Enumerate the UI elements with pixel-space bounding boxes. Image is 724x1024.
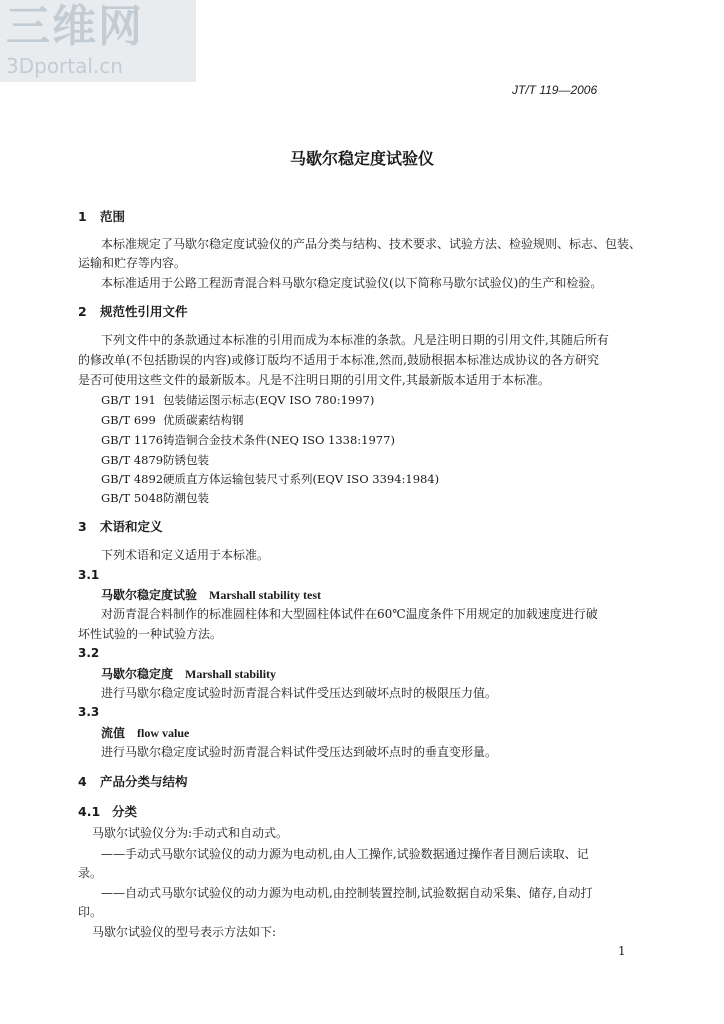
reference-title: 硬质直方体运输包装尺寸系列(EQV ISO 3394:1984) — [163, 472, 440, 486]
reference-title: 防锈包装 — [163, 453, 209, 467]
section-title: 范围 — [100, 209, 126, 224]
paragraph-line: 是否可使用这些文件的最新版本。凡是不注明日期的引用文件,其最新版本适用于本标准。 — [78, 373, 550, 387]
paragraph-line: 马歇尔试验仪分为:手动式和自动式。 — [92, 826, 289, 840]
term-en: Marshall stability — [185, 667, 277, 681]
document-title: 马歇尔稳定度试验仪 — [289, 149, 434, 168]
reference-title: 优质碳素结构钢 — [163, 413, 244, 427]
reference-title: 包装储运图示标志(EQV ISO 780:1997) — [163, 393, 375, 407]
paragraph-line: 坏性试验的一种试验方法。 — [78, 627, 223, 641]
reference-item — [101, 391, 374, 409]
term-zh: 马歇尔稳定度 — [101, 667, 174, 681]
paragraph-line: 进行马歇尔稳定度试验时沥青混合料试件受压达到破坏点时的极限压力值。 — [101, 686, 498, 700]
reference-code: GB/T 4879 — [101, 453, 164, 467]
paragraph-line: 本标准适用于公路工程沥青混合料马歇尔稳定度试验仪(以下简称马歇尔试验仪)的生产和检验。 — [101, 276, 603, 290]
subsection-title: 分类 — [112, 804, 138, 819]
watermark-sub-text: 3Dportal.cn — [6, 54, 123, 78]
paragraph-line: 本标准规定了马歇尔稳定度试验仪的产品分类与结构、技术要求、试验方法、检验规则、标志、包装、 — [101, 237, 642, 251]
subsection-4-1-heading — [78, 802, 137, 820]
paragraph-line: 下列术语和定义适用于本标准。 — [101, 548, 270, 562]
term-zh: 流值 — [101, 726, 126, 740]
paragraph-line: 的修改单(不包括勘误的内容)或修订版均不适用于本标准,然而,鼓励根据本标准达成协议的各方研究 — [78, 353, 599, 367]
term-en: flow value — [137, 726, 190, 740]
reference-title: 铸造铜合金技术条件(NEQ ISO 1338:1977) — [163, 433, 395, 447]
section-title: 规范性引用文件 — [100, 304, 188, 319]
term-number: 3.1 — [78, 568, 100, 582]
term-title — [101, 724, 189, 741]
section-number: 2 — [78, 304, 87, 319]
section-1-heading — [78, 207, 125, 225]
reference-item — [101, 470, 439, 488]
reference-code: GB/T 5048 — [101, 491, 164, 505]
section-3-heading — [78, 517, 163, 535]
reference-item — [101, 489, 209, 507]
watermark-logo — [0, 0, 196, 82]
reference-item — [101, 431, 395, 449]
reference-title: 防潮包装 — [163, 491, 209, 505]
reference-item — [101, 411, 244, 429]
term-title — [101, 586, 321, 603]
term-number: 3.3 — [78, 705, 100, 719]
section-2-heading — [78, 302, 188, 320]
paragraph-line: 下列文件中的条款通过本标准的引用而成为本标准的条款。凡是注明日期的引用文件,其随后所有 — [101, 333, 609, 347]
section-title: 产品分类与结构 — [100, 774, 188, 789]
reference-code: GB/T 699 — [101, 413, 156, 427]
section-number: 4 — [78, 774, 87, 789]
paragraph-line: 对沥青混合料制作的标准圆柱体和大型圆柱体试件在60℃温度条件下用规定的加载速度进行破 — [101, 607, 598, 621]
term-number: 3.2 — [78, 646, 100, 660]
section-number: 1 — [78, 209, 87, 224]
standard-code: JT/T 119—2006 — [512, 83, 598, 97]
paragraph-line: 马歇尔试验仪的型号表示方法如下: — [92, 925, 277, 939]
paragraph-line: 录。 — [78, 866, 103, 880]
paragraph-line: ——自动式马歇尔试验仪的动力源为电动机,由控制装置控制,试验数据自动采集、储存,自动打 — [101, 886, 593, 900]
paragraph-line: ——手动式马歇尔试验仪的动力源为电动机,由人工操作,试验数据通过操作者目测后读取、记 — [101, 847, 589, 861]
watermark-main-text: 三维网 — [6, 1, 144, 52]
paragraph-line: 运输和贮存等内容。 — [78, 256, 187, 270]
paragraph-line: 进行马歇尔稳定度试验时沥青混合料试件受压达到破坏点时的垂直变形量。 — [101, 745, 498, 759]
term-zh: 马歇尔稳定度试验 — [101, 588, 198, 602]
reference-code: GB/T 191 — [101, 393, 156, 407]
term-en: Marshall stability test — [209, 588, 322, 602]
reference-code: GB/T 4892 — [101, 472, 164, 486]
subsection-number: 4.1 — [78, 804, 101, 819]
section-title: 术语和定义 — [100, 519, 163, 534]
section-number: 3 — [78, 519, 87, 534]
term-title — [101, 665, 276, 682]
page-number: 1 — [618, 944, 626, 958]
paragraph-line: 印。 — [78, 905, 103, 919]
section-4-heading — [78, 772, 188, 790]
reference-code: GB/T 1176 — [101, 433, 164, 447]
reference-item — [101, 451, 209, 469]
